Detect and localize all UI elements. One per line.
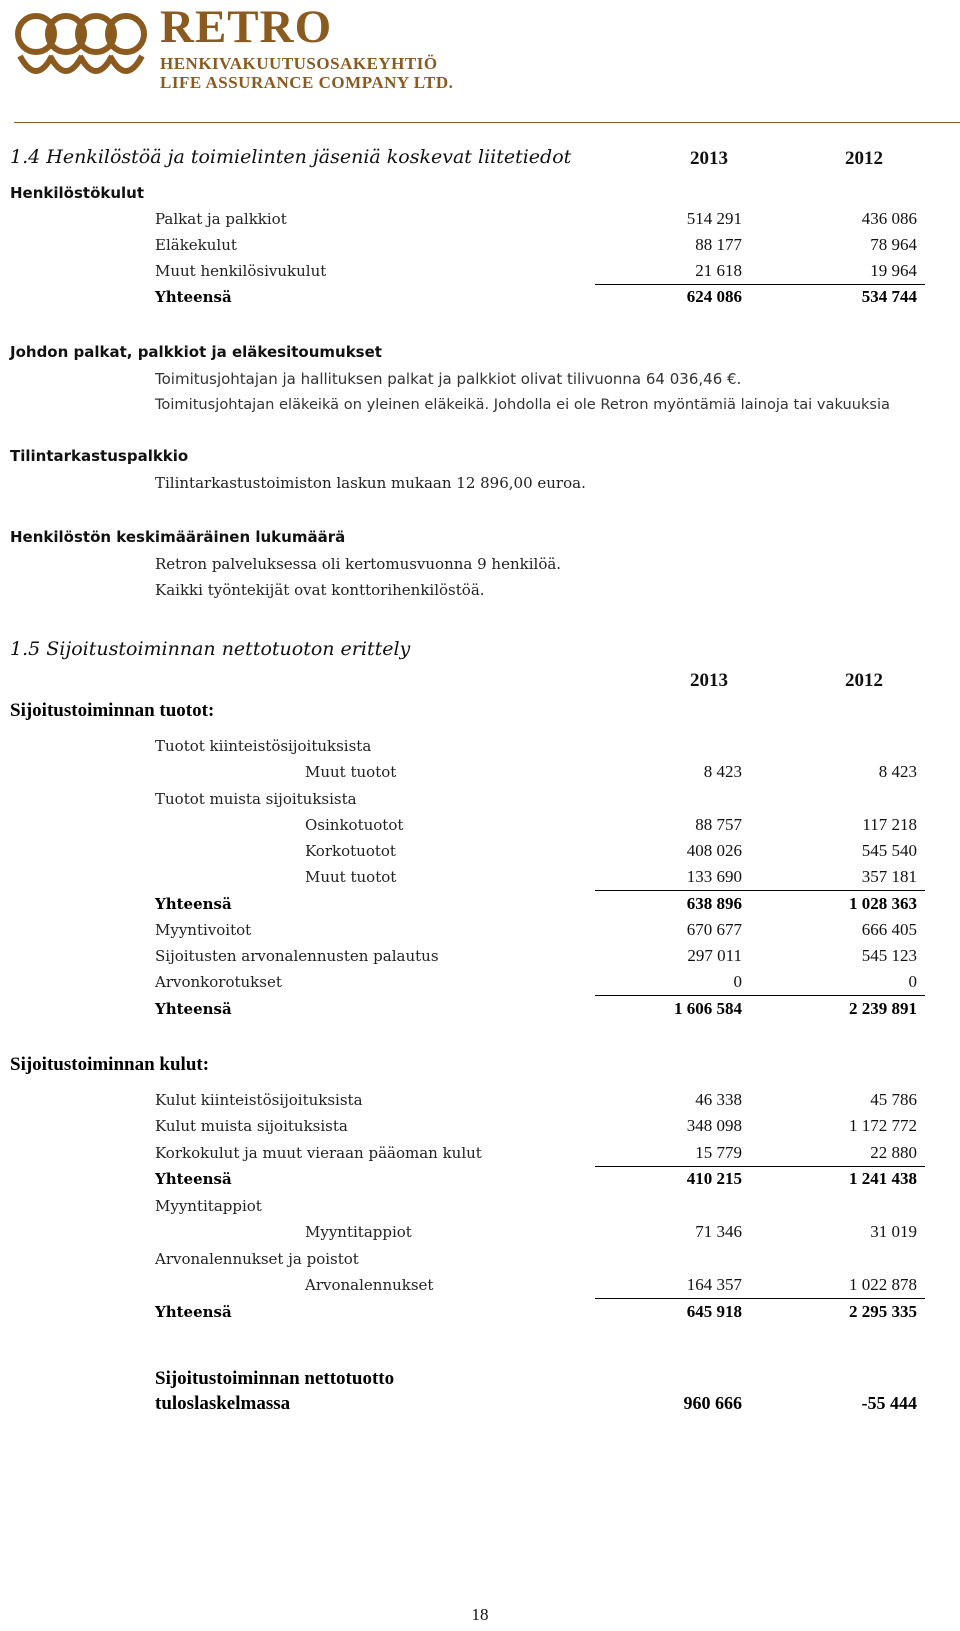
value-2013: 88 757 xyxy=(695,815,742,834)
staff-cost-2013: 88 177 xyxy=(695,235,742,254)
staff-cost-2012: 78 964 xyxy=(870,235,917,254)
page-number: 18 xyxy=(471,1605,489,1624)
value-2013: 638 896 xyxy=(686,894,742,913)
value-2012: 1 172 772 xyxy=(849,1116,917,1135)
line-item-label: Arvonalennukset ja poistot xyxy=(155,1250,359,1268)
value-2012: 1 241 438 xyxy=(849,1169,917,1188)
staff-costs-heading: Henkilöstökulut xyxy=(10,184,145,202)
line-item-label: Sijoitusten arvonalennusten palautus xyxy=(155,947,439,965)
line-item-label: Muut tuotot xyxy=(305,763,397,781)
staff-count-heading: Henkilöstön keskimääräinen lukumäärä xyxy=(10,528,346,546)
subtotal-underline xyxy=(595,1298,925,1299)
value-2013: 71 346 xyxy=(695,1222,742,1241)
logo-name: RETRO xyxy=(160,1,333,53)
company-name-fi: HENKIVAKUUTUSOSAKEYHTIÖ xyxy=(160,54,438,73)
value-2012: 45 786 xyxy=(870,1090,917,1109)
value-2012: 8 423 xyxy=(878,762,917,781)
audit-fee-heading: Tilintarkastuspalkkio xyxy=(10,447,189,465)
management-text-2: Toimitusjohtajan eläkeikä on yleinen eläkeikä. Johdolla ei ole Retron myöntämiä lainoja tai vakuuksia xyxy=(155,396,891,413)
net-income-2013: 960 666 xyxy=(683,1393,742,1413)
staff-cost-2013: 514 291 xyxy=(686,209,742,228)
staff-cost-label: Palkat ja palkkiot xyxy=(155,210,287,228)
line-item-label: Kulut muista sijoituksista xyxy=(155,1117,348,1135)
line-item-label: Myyntitappiot xyxy=(305,1223,412,1241)
value-2012: 31 019 xyxy=(870,1222,917,1241)
retro-logo-emblem xyxy=(6,6,156,86)
header-divider xyxy=(14,122,960,123)
value-2013: 0 xyxy=(733,972,742,991)
value-2012: 545 540 xyxy=(861,841,917,860)
line-item-label: Korkotuotot xyxy=(305,842,396,860)
value-2012: 1 028 363 xyxy=(849,894,917,913)
value-2013: 8 423 xyxy=(703,762,742,781)
line-item-label: Muut tuotot xyxy=(305,868,397,886)
year-2013-header: 2013 xyxy=(690,148,728,169)
value-2012: 117 218 xyxy=(862,815,917,834)
net-income-label-1: Sijoitustoiminnan nettotuotto xyxy=(155,1368,395,1389)
line-item-label: Arvonalennukset xyxy=(305,1276,434,1294)
value-2013: 410 215 xyxy=(686,1169,742,1188)
value-2013: 46 338 xyxy=(695,1090,742,1109)
line-item-label: Tuotot muista sijoituksista xyxy=(155,790,357,808)
line-item-label: Korkokulut ja muut vieraan pääoman kulut xyxy=(155,1144,482,1162)
value-2012: 22 880 xyxy=(870,1143,917,1162)
staff-cost-label: Eläkekulut xyxy=(155,236,237,254)
company-name-en: LIFE ASSURANCE COMPANY LTD. xyxy=(160,73,454,92)
line-item-label: Tuotot kiinteistösijoituksista xyxy=(155,737,372,755)
staff-cost-2012: 19 964 xyxy=(870,261,917,280)
subtotal-underline xyxy=(595,995,925,996)
audit-fee-text: Tilintarkastustoimiston laskun mukaan 12 896,00 euroa. xyxy=(155,474,586,492)
value-2013: 645 918 xyxy=(686,1302,742,1321)
staff-cost-total-label: Yhteensä xyxy=(155,288,232,306)
value-2012: 666 405 xyxy=(861,920,917,939)
line-item-label: Kulut kiinteistösijoituksista xyxy=(155,1091,363,1109)
staff-cost-total-2012: 534 744 xyxy=(861,287,917,306)
value-2013: 670 677 xyxy=(686,920,742,939)
subtotal-label: Yhteensä xyxy=(155,1000,232,1018)
subtotal-label: Yhteensä xyxy=(155,1303,232,1321)
value-2013: 1 606 584 xyxy=(674,999,742,1018)
value-2013: 297 011 xyxy=(687,946,742,965)
line-item-label: Osinkotuotot xyxy=(305,816,404,834)
year-2012-header-2: 2012 xyxy=(845,670,883,691)
value-2012: 2 295 335 xyxy=(849,1302,917,1321)
subtotal-label: Yhteensä xyxy=(155,895,232,913)
line-item-label: Myyntivoitot xyxy=(155,921,252,939)
net-income-2012: -55 444 xyxy=(861,1393,917,1413)
section-1-5-title: 1.5 Sijoitustoiminnan nettotuoton erittely xyxy=(10,638,411,660)
subtotal-underline xyxy=(595,890,925,891)
section-1-4-title: 1.4 Henkilöstöä ja toimielinten jäseniä koskevat liitetiedot xyxy=(10,146,572,168)
value-2013: 408 026 xyxy=(686,841,742,860)
subtotal-label: Yhteensä xyxy=(155,1170,232,1188)
staff-count-text-1: Retron palveluksessa oli kertomusvuonna 9 henkilöä. xyxy=(155,555,562,573)
value-2012: 0 xyxy=(908,972,917,991)
year-2012-header: 2012 xyxy=(845,148,883,169)
management-text-1: Toimitusjohtajan ja hallituksen palkat ja palkkiot olivat tilivuonna 64 036,46 €. xyxy=(155,370,742,388)
staff-cost-label: Muut henkilösivukulut xyxy=(155,262,327,280)
line-item-label: Arvonkorotukset xyxy=(155,973,282,991)
value-2012: 1 022 878 xyxy=(849,1275,917,1294)
value-2013: 133 690 xyxy=(686,867,742,886)
value-2012: 2 239 891 xyxy=(849,999,917,1018)
value-2013: 15 779 xyxy=(695,1143,742,1162)
management-heading: Johdon palkat, palkkiot ja eläkesitoumukset xyxy=(10,343,382,361)
line-item-label: Myyntitappiot xyxy=(155,1197,262,1215)
investment-income-heading: Sijoitustoiminnan tuotot: xyxy=(10,700,215,721)
net-income-label-2: tuloslaskelmassa xyxy=(155,1393,291,1414)
value-2013: 348 098 xyxy=(686,1116,742,1135)
year-2013-header-2: 2013 xyxy=(690,670,728,691)
value-2012: 357 181 xyxy=(861,867,917,886)
value-2012: 545 123 xyxy=(861,946,917,965)
staff-count-text-2: Kaikki työntekijät ovat konttorihenkilöstöä. xyxy=(155,581,485,599)
investment-expense-heading: Sijoitustoiminnan kulut: xyxy=(10,1054,210,1075)
staff-cost-total-2013: 624 086 xyxy=(686,287,742,306)
total-underline xyxy=(595,284,925,285)
subtotal-underline xyxy=(595,1166,925,1167)
value-2013: 164 357 xyxy=(686,1275,742,1294)
staff-cost-2013: 21 618 xyxy=(695,261,742,280)
staff-cost-2012: 436 086 xyxy=(861,209,917,228)
